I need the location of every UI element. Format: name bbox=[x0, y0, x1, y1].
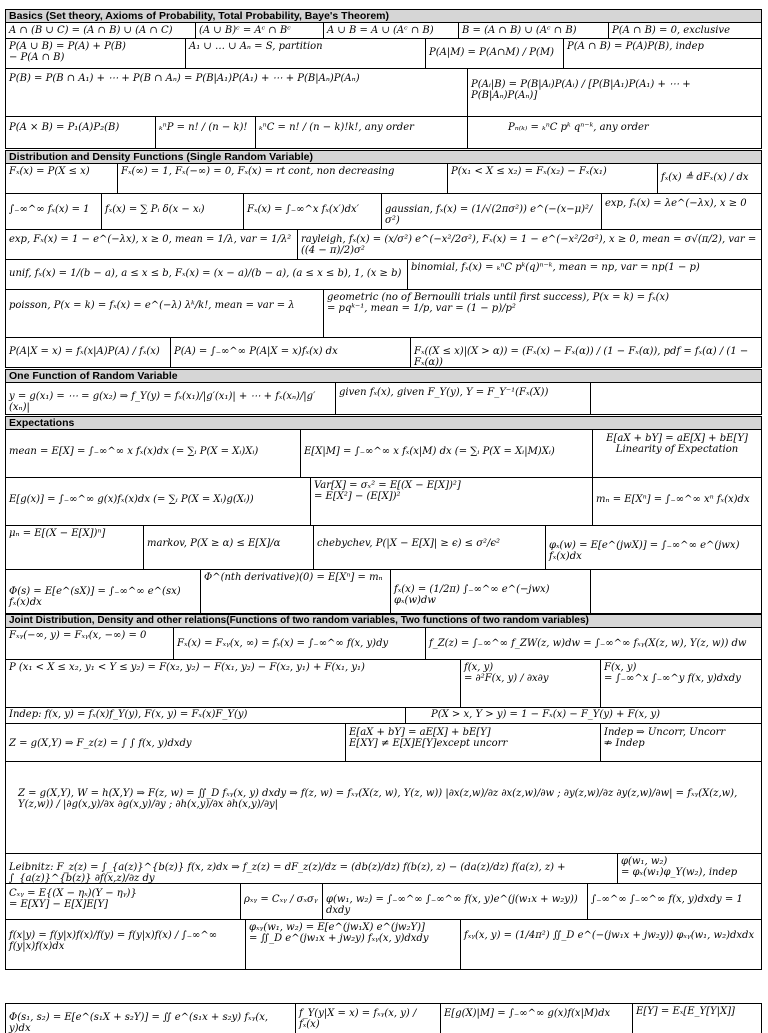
formula-cell: fₓ(x) = ∑ Pᵢ δ(x − xᵢ) bbox=[102, 194, 244, 229]
formula-cell: Z = g(X,Y), W = h(X,Y) ⇒ F(z, w) = ∬_D fₓᵧ(x, y) dxdy ⇒ f(z, w) = fₓᵧ(X(z, w), Y(z, w)) |∂x(z,w)/∂z ∂x(z,w)/∂w ; ∂y(z,w)/∂z ∂y(z,w)/∂w| = fₓᵧ(X(z,w), Y(z,w)) / |∂g(x,y)/∂x ∂g(x,y)/∂y ; ∂h(x,y)/∂x ∂h(x,y)/∂y| bbox=[18, 788, 738, 810]
one-function-row-1 bbox=[5, 383, 762, 415]
formula-cell: rayleigh, fₓ(x) = (x/σ²) e^(−x²/2σ²), Fₓ(x) = 1 − e^(−x²/2σ²), x ≥ 0, mean = σ√(π/2), var = ((4 − π)/2)σ² bbox=[301, 234, 757, 256]
formula-cell: fₓᵧ(x, y) = (1/4π²) ∬_D e^(−(jw₁x + jw₂y)) φₓᵧ(w₁, w₂)dxdx bbox=[464, 930, 755, 941]
formula-cell: f(x|y) = f(y|x)f(x)/f(y) = f(y|x)f(x) / ∫₋∞^∞ f(y|x)f(x)dx bbox=[6, 920, 246, 969]
formula-cell: poisson, P(x = k) = fₓ(x) = e^(−λ) λᵏ/k!, mean = var = λ bbox=[6, 290, 324, 337]
formula-cell: (A ∪ B)ᶜ = Aᶜ ∩ Bᶜ bbox=[196, 23, 324, 38]
formula-cell: P (x₁ < X ≤ x₂, y₁ < Y ≤ y₂) = F(x₂, y₂) − F(x₁, y₂) − F(x₂, y₁) + F(x₁, y₁) bbox=[6, 660, 461, 707]
formula-cell: Fₓ(x) = Fₓᵧ(x, ∞) = fₓ(x) = ∫₋∞^∞ f(x, y)dy bbox=[174, 628, 426, 659]
joint-row-1 bbox=[5, 628, 762, 660]
formula-cell: φₓ(w) = E[e^(jwX)] = ∫₋∞^∞ e^(jwx) fₓ(x)dx bbox=[549, 540, 740, 562]
section-header-one-function: One Function of Random Variable bbox=[5, 369, 762, 383]
joint-row-3 bbox=[5, 708, 762, 724]
basics-row-4 bbox=[5, 117, 762, 149]
basics-row-2 bbox=[5, 39, 762, 69]
formula-cell: unif, fₓ(x) = 1/(b − a), a ≤ x ≤ b, Fₓ(x) = (x − a)/(b − a), (a ≤ x ≤ b), 1, (x ≥ b) bbox=[6, 260, 408, 289]
formula-cell: μₙ = E[(X − E[X])ⁿ] bbox=[6, 526, 144, 569]
formula-cell: A₁ ∪ … ∪ Aₙ = S, partition bbox=[186, 39, 426, 68]
formula-cell: P(X > x, Y > y) = 1 − Fₓ(x) − F_Y(y) + F(x, y) bbox=[431, 709, 660, 720]
formula-cell: Cₓᵧ = E{(X − ηₓ)(Y − ηᵧ)} = E[XY] − E[X]E[Y] bbox=[6, 884, 241, 919]
expectations-row-3 bbox=[5, 526, 762, 570]
formula-cell: P(A ∩ B) = 0, exclusive bbox=[612, 25, 730, 36]
formula-cell: E[g(x)] = ∫₋∞^∞ g(x)fₓ(x)dx (= ∑ᵢ P(X = Xᵢ)g(Xᵢ)) bbox=[6, 478, 311, 525]
formula-cell: fₓ(x) = (1/2π) ∫₋∞^∞ e^(−jwx) φₓ(w)dw bbox=[391, 570, 591, 613]
joint-row-2 bbox=[5, 660, 762, 708]
formula-cell: y = g(x₁) = ⋯ = g(x₂) ⇒ f_Y(y) = fₓ(x₁)/|g′(x₁)| + ⋯ + fₓ(xₙ)/|g′(xₙ)| bbox=[6, 383, 336, 414]
formula-cell: A ∪ B = A ∪ (Aᶜ ∩ B) bbox=[324, 23, 459, 38]
joint-row-7 bbox=[5, 884, 762, 920]
expectations-row-1 bbox=[5, 430, 762, 478]
formula-cell: exp, fₓ(x) = λe^(−λx), x ≥ 0 bbox=[605, 198, 747, 209]
formula-cell: exp, Fₓ(x) = 1 − e^(−λx), x ≥ 0, mean = 1/λ, var = 1/λ² bbox=[6, 230, 298, 259]
formula-cell: E[aX + bY] = aE[X] + bE[Y] Linearity of Expectation bbox=[606, 433, 748, 455]
expectations-row-4 bbox=[5, 570, 762, 614]
joint-row-6 bbox=[5, 854, 762, 884]
formula-cell: f(x, y) = ∂²F(x, y) / ∂x∂y bbox=[461, 660, 601, 707]
formula-cell: mean = E[X] = ∫₋∞^∞ x fₓ(x)dx (= ∑ᵢ P(X = Xᵢ)Xᵢ) bbox=[6, 430, 301, 477]
formula-cell: P(A × B) = P₁(A)P₂(B) bbox=[6, 117, 156, 148]
formula-cell: ∫₋∞^∞ fₓ(x) = 1 bbox=[6, 194, 102, 229]
formula-cell: P(x₁ < X ≤ x₂) = Fₓ(x₂) − Fₓ(x₁) bbox=[448, 164, 658, 193]
formula-cell: given fₓ(x), given F_Y(y), Y = F_Y⁻¹(Fₓ(X)) bbox=[336, 383, 591, 414]
formula-cell: P(Aᵢ|B) = P(B|Aᵢ)P(Aᵢ) / [P(B|A₁)P(A₁) + ⋯ + P(B|Aₙ)P(Aₙ)] bbox=[471, 79, 691, 101]
formula-cell: Φ^(nth derivative)(0) = E[Xⁿ] = mₙ bbox=[201, 570, 391, 613]
formula-cell: E[g(X)|M] = ∫₋∞^∞ g(x)f(x|M)dx bbox=[441, 1004, 633, 1033]
distribution-row-3 bbox=[5, 230, 762, 260]
formula-cell: Fₓ(x) = P(X ≤ x) bbox=[6, 164, 118, 193]
formula-cell: P(B) = P(B ∩ A₁) + ⋯ + P(B ∩ Aₙ) = P(B|A₁)P(A₁) + ⋯ + P(B|Aₙ)P(Aₙ) bbox=[6, 69, 468, 116]
formula-cell: P(A|M) = P(A∩M) / P(M) bbox=[426, 39, 564, 68]
formula-cell: E[X|M] = ∫₋∞^∞ x fₓ(x|M) dx (= ∑ᵢ P(X = Xᵢ|M)Xᵢ) bbox=[301, 430, 593, 477]
formula-cell: A ∩ (B ∪ C) = (A ∩ B) ∪ (A ∩ C) bbox=[6, 23, 196, 38]
formula-cell: Pₙ₍ₖ₎ = ₖⁿC pᵏ qⁿ⁻ᵏ, any order bbox=[508, 122, 649, 133]
formula-cell: markov, P(X ≥ α) ≤ E[X]/α bbox=[144, 526, 314, 569]
distribution-row-5 bbox=[5, 290, 762, 338]
distribution-row-1 bbox=[5, 164, 762, 194]
distribution-row-4 bbox=[5, 260, 762, 290]
formula-cell: Z = g(X,Y) ⇒ F_z(z) = ∫ ∫ f(x, y)dxdy bbox=[6, 724, 346, 761]
section-header-distribution: Distribution and Density Functions (Single Random Variable) bbox=[5, 150, 762, 164]
formula-cell: f_Y(y|X = x) = fₓᵧ(x, y) / fₓ(x) bbox=[296, 1004, 441, 1033]
formula-cell: Indep ⇒ Uncorr, Uncorr ⇏ Indep bbox=[604, 727, 726, 749]
formula-cell: Φ(s) = E[e^(sX)] = ∫₋∞^∞ e^(sx) fₓ(x)dx bbox=[6, 570, 201, 613]
formula-cell: f_Z(z) = ∫₋∞^∞ f_ZW(z, w)dw = ∫₋∞^∞ fₓᵧ(X(z, w), Y(z, w)) dw bbox=[429, 638, 747, 649]
formula-cell: geometric (no of Bernoulli trials until first success), P(x = k) = fₓ(x) = pqᵏ⁻¹, mean = 1/p, var = (1 − p)/p² bbox=[327, 292, 670, 314]
formula-cell: P(A ∪ B) = P(A) + P(B) − P(A ∩ B) bbox=[6, 39, 186, 68]
formula-cell: ∫₋∞^∞ ∫₋∞^∞ f(x, y)dxdy = 1 bbox=[591, 894, 743, 905]
formula-cell: gaussian, fₓ(x) = (1/√(2πσ²)) e^(−(x−μ)²/σ²) bbox=[382, 194, 602, 229]
basics-row-1 bbox=[5, 23, 762, 39]
formula-cell: φ(w₁, w₂) = ∫₋∞^∞ ∫₋∞^∞ f(x, y)e^(j(w₁x + w₂y)) dxdy bbox=[323, 884, 588, 919]
bottom-row-1 bbox=[5, 1003, 762, 1033]
formula-cell: mₙ = E[Xⁿ] = ∫₋∞^∞ xⁿ fₓ(x)dx bbox=[596, 494, 750, 505]
formula-cell: φ(w₁, w₂) = φₓ(w₁)φ_Y(w₂), indep bbox=[621, 856, 738, 878]
formula-cell: binomial, fₓ(x) = ₖⁿC pᵏ(q)ⁿ⁻ᵏ, mean = np, var = np(1 − p) bbox=[411, 262, 700, 273]
formula-cell: E[aX + bY] = aE[X] + bE[Y] E[XY] ≠ E[X]E[Y]except uncorr bbox=[346, 724, 601, 761]
formula-cell: chebychev, P(|X − E[X]| ≥ ϵ) ≤ σ²/ϵ² bbox=[314, 526, 546, 569]
empty-cell bbox=[591, 570, 761, 613]
formula-cell: ₖⁿC = n! / (n − k)!k!, any order bbox=[256, 117, 468, 148]
formula-cell: P(A ∩ B) = P(A)P(B), indep bbox=[567, 41, 704, 52]
formula-cell: F(x, y) = ∫₋∞^x ∫₋∞^y f(x, y)dxdy bbox=[604, 662, 741, 684]
distribution-row-6 bbox=[5, 338, 762, 368]
formula-cell: Fₓ((X ≤ x)|(X > α)) = (Fₓ(x) − Fₓ(α)) / (1 − Fₓ(α)), pdf = fₓ(α) / (1 − Fₓ(α)) bbox=[414, 346, 749, 367]
formula-cell: Fₓ(∞) = 1, Fₓ(−∞) = 0, Fₓ(x) = rt cont, non decreasing bbox=[118, 164, 448, 193]
distribution-row-2 bbox=[5, 194, 762, 230]
section-header-expectations: Expectations bbox=[5, 416, 762, 430]
formula-cell: ₖⁿP = n! / (n − k)! bbox=[156, 117, 256, 148]
formula-cell: fₓ(x) ≜ dFₓ(x) / dx bbox=[661, 172, 749, 183]
formula-cell: Fₓ(x) = ∫₋∞^x fₓ(x′)dx′ bbox=[244, 194, 382, 229]
page-gap bbox=[0, 971, 768, 1003]
formula-cell: E[Y] = Eₓ[E_Y[Y|X]] bbox=[636, 1006, 735, 1017]
formula-cell: P(A|X = x) = fₓ(x|A)P(A) / fₓ(x) bbox=[6, 338, 171, 367]
empty-cell bbox=[591, 383, 761, 414]
section-header-basics: Basics (Set theory, Axioms of Probability, Total Probability, Baye's Theorem) bbox=[5, 9, 762, 23]
joint-row-5 bbox=[5, 762, 762, 854]
formula-cell: φₓᵧ(w₁, w₂) = E[e^(jw₁X) e^(jw₂Y)] = ∬_D e^(jw₁x + jw₂y) fₓᵧ(x, y)dxdy bbox=[246, 920, 461, 969]
formula-cell: Fₓᵧ(−∞, y) = Fₓᵧ(x, −∞) = 0 bbox=[6, 628, 174, 659]
basics-row-3 bbox=[5, 69, 762, 117]
formula-cell: Φ(s₁, s₂) = E[e^(s₁X + s₂Y)] = ∬ e^(s₁x + s₂y) fₓᵧ(x, y)dx bbox=[6, 1004, 296, 1033]
formula-cell: ρₓᵧ = Cₓᵧ / σₓσᵧ bbox=[241, 884, 323, 919]
formula-cell: Var[X] = σₓ² = E[(X − E[X])²] = E[X²] − (E[X])² bbox=[311, 478, 593, 525]
formula-cell: B = (A ∩ B) ∪ (Aᶜ ∩ B) bbox=[459, 23, 609, 38]
joint-row-4 bbox=[5, 724, 762, 762]
section-header-joint: Joint Distribution, Density and other relations(Functions of two random variables, Two functions of two random variables) bbox=[5, 614, 762, 628]
formula-cell: Leibnitz: F_z(z) = ∫_{a(z)}^{b(z)} f(x, z)dx ⇒ f_z(z) = dF_z(z)/dz = (db(z)/dz) f(b(z), z) − (da(z)/dz) f(a(z), z) + ∫_{a(z)}^{b(z)} ∂f(x,z)/∂z dy bbox=[6, 854, 618, 883]
joint-row-8 bbox=[5, 920, 762, 970]
expectations-row-2 bbox=[5, 478, 762, 526]
formula-cell: Indep: f(x, y) = fₓ(x)f_Y(y), F(x, y) = Fₓ(x)F_Y(y) bbox=[6, 708, 406, 723]
formula-cell: P(A) = ∫₋∞^∞ P(A|X = x)fₓ(x) dx bbox=[171, 338, 411, 367]
